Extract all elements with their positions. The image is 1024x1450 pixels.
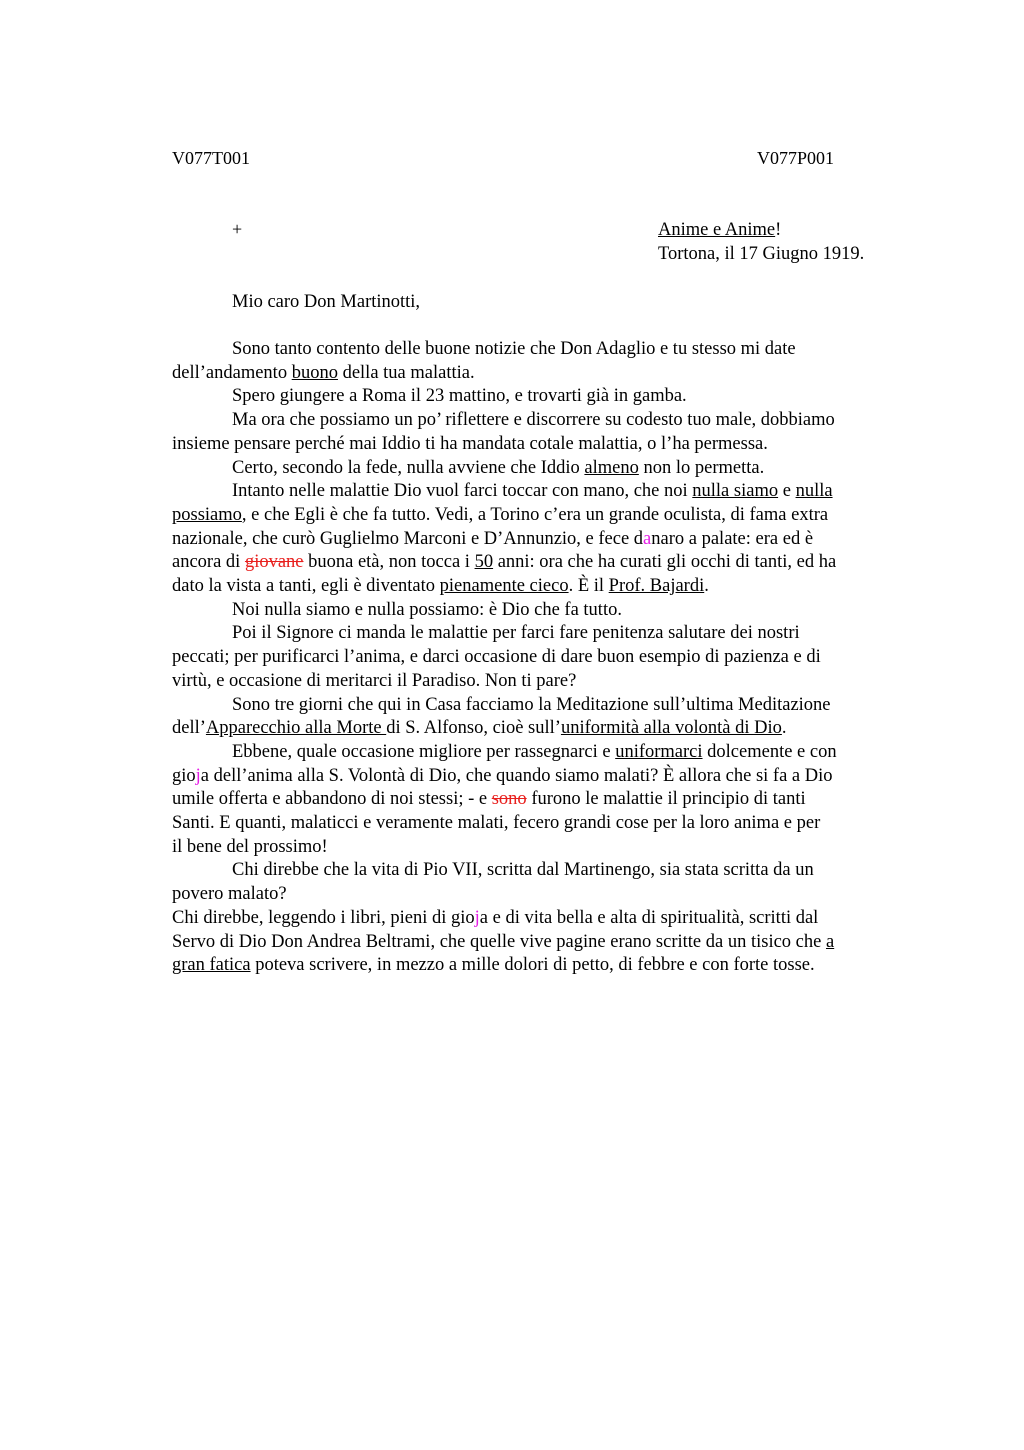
text-run: ancora di <box>172 552 245 573</box>
underlined-text: nulla siamo <box>692 481 779 502</box>
text-run: buona età, non tocca i <box>303 552 475 573</box>
inserted-letter: j <box>195 765 201 786</box>
text-line <box>172 741 932 765</box>
paragraph-11 <box>172 907 932 978</box>
text-run: dolcemente e con <box>702 741 837 762</box>
letter-body <box>172 338 932 978</box>
text-run: . <box>704 576 709 597</box>
text-run: a dell’anima alla S. Volontà di Dio, che quando siamo malati? È allora che si fa a Dio <box>200 765 833 786</box>
text-line <box>172 907 932 931</box>
text-run: nazionale, che curò Guglielmo Marconi e D’Annunzio, e fece d <box>172 528 644 549</box>
underlined-text: a <box>825 931 835 952</box>
paragraph-5 <box>172 480 932 599</box>
text-line <box>172 954 932 978</box>
paragraph-10 <box>172 859 932 906</box>
paragraph-3 <box>172 409 932 456</box>
paragraph-7 <box>172 622 932 693</box>
text-run: naro a palate: era ed è <box>651 528 814 549</box>
text-run: . <box>781 718 787 739</box>
text-line <box>172 765 932 789</box>
text-line: Sono tre giorni che qui in Casa facciamo la Meditazione sull’ultima Meditazione <box>232 694 831 715</box>
text-run: dato la vista a tanti, egli è diventato <box>172 576 440 597</box>
paragraph-4 <box>172 457 932 481</box>
text-run: della tua malattia. <box>337 362 475 383</box>
cross-symbol: + <box>232 219 243 239</box>
text-line: Poi il Signore ci manda le malattie per farci fare penitenza salutare dei nostri <box>232 623 800 644</box>
underlined-text: possiamo <box>172 504 242 525</box>
underlined-text: Prof. Bajardi <box>608 576 705 597</box>
salutation: Mio caro Don Martinotti, <box>232 292 421 312</box>
motto-block <box>658 218 864 266</box>
text-line: Chi direbbe che la vita di Pio VII, scritta dal Martinengo, sia stata scritta da un <box>232 860 814 881</box>
place-date: Tortona, il 17 Giugno 1919. <box>658 244 865 264</box>
text-line: virtù, e occasione di meritarci il Paradiso. Non ti pare? <box>172 670 577 691</box>
text-run: poteva scrivere, in mezzo a mille dolori di petto, di febbre e con forte tosse. <box>250 955 815 976</box>
text-run: Servo di Dio Don Andrea Beltrami, che quelle vive pagine erano scritte da un tisico che <box>172 931 826 952</box>
text-line: Sono tanto contento delle buone notizie che Don Adaglio e tu stesso mi date <box>232 339 796 359</box>
text-line <box>172 788 932 812</box>
paragraph-2: Spero giungere a Roma il 23 mattino, e trovarti già in gamba. <box>232 386 687 407</box>
text-run: a e di vita bella e alta di spiritualità, scritti dal <box>479 907 819 928</box>
text-line: Santi. E quanti, malaticci e veramente malati, fecero grandi cose per la loro anima e per <box>172 813 821 834</box>
underlined-text: almeno <box>584 457 639 478</box>
underlined-text: uniformarci <box>615 741 703 762</box>
text-line <box>172 717 932 741</box>
underlined-text: Apparecchio alla Morte <box>205 718 387 739</box>
text-line <box>172 528 932 552</box>
underlined-text: nulla <box>795 481 833 502</box>
text-run: non lo permetta. <box>638 457 765 478</box>
text-line: povero malato? <box>172 884 287 905</box>
deleted-text: sono <box>491 789 527 810</box>
text-line <box>172 362 932 386</box>
text-line <box>172 575 932 599</box>
text-line <box>172 480 932 504</box>
text-run: Certo, secondo la fede, nulla avviene che Iddio <box>232 457 585 478</box>
text-run: dell’andamento <box>172 362 292 383</box>
inserted-letter: j <box>474 907 480 928</box>
text-line: peccati; per purificarci l’anima, e darci occasione di dare buon esempio di pazienza e di <box>172 647 821 668</box>
underlined-text: uniformità alla volontà di Dio <box>560 718 782 739</box>
underlined-text: 50 <box>474 552 494 573</box>
text-run: anni: ora che ha curati gli occhi di tanti, ed ha <box>493 552 837 573</box>
motto-line <box>658 218 864 242</box>
paragraph-1 <box>172 338 932 385</box>
underlined-text: gran fatica <box>172 955 251 976</box>
text-run: e <box>778 481 796 502</box>
text-line: il bene del prossimo! <box>172 836 328 857</box>
paragraph-8 <box>172 694 932 741</box>
document-code-right: V077P001 <box>757 148 835 168</box>
text-line: Ma ora che possiamo un po’ riflettere e discorrere su codesto tuo male, dobbiamo <box>232 410 835 431</box>
text-run: furono le malattie il principio di tanti <box>526 789 806 810</box>
paragraph-9 <box>172 741 932 860</box>
text-line: insieme pensare perché mai Iddio ti ha mandata cotale malattia, o l’ha permessa. <box>172 433 768 454</box>
text-run: , e che Egli è che fa tutto. Vedi, a Torino c’era un grande oculista, di fama extra <box>241 504 829 525</box>
inserted-letter: a <box>643 528 652 549</box>
text-run: . È il <box>568 576 609 597</box>
text-line <box>172 504 932 528</box>
text-run: Intanto nelle malattie Dio vuol farci toccar con mano, che noi <box>232 481 693 502</box>
paragraph-6: Noi nulla siamo e nulla possiamo: è Dio che fa tutto. <box>232 599 622 620</box>
motto-punct: ! <box>775 220 782 240</box>
text-run: umile offerta e abbandono di noi stessi; - e <box>172 789 492 810</box>
text-run: Ebbene, quale occasione migliore per rassegnarci e <box>232 741 616 762</box>
deleted-text: giovane <box>244 552 304 573</box>
motto: Anime e Anime <box>658 220 776 240</box>
text-line <box>172 551 932 575</box>
text-line <box>172 931 932 955</box>
text-run: dell’ <box>172 718 206 739</box>
text-run: Chi direbbe, leggendo i libri, pieni di gio <box>172 907 475 928</box>
text-run: gio <box>172 765 196 786</box>
underlined-text: pienamente cieco <box>439 576 569 597</box>
underlined-text: buono <box>291 362 338 383</box>
text-run: di S. Alfonso, cioè sull’ <box>386 718 561 739</box>
document-code-left: V077T001 <box>172 148 250 168</box>
